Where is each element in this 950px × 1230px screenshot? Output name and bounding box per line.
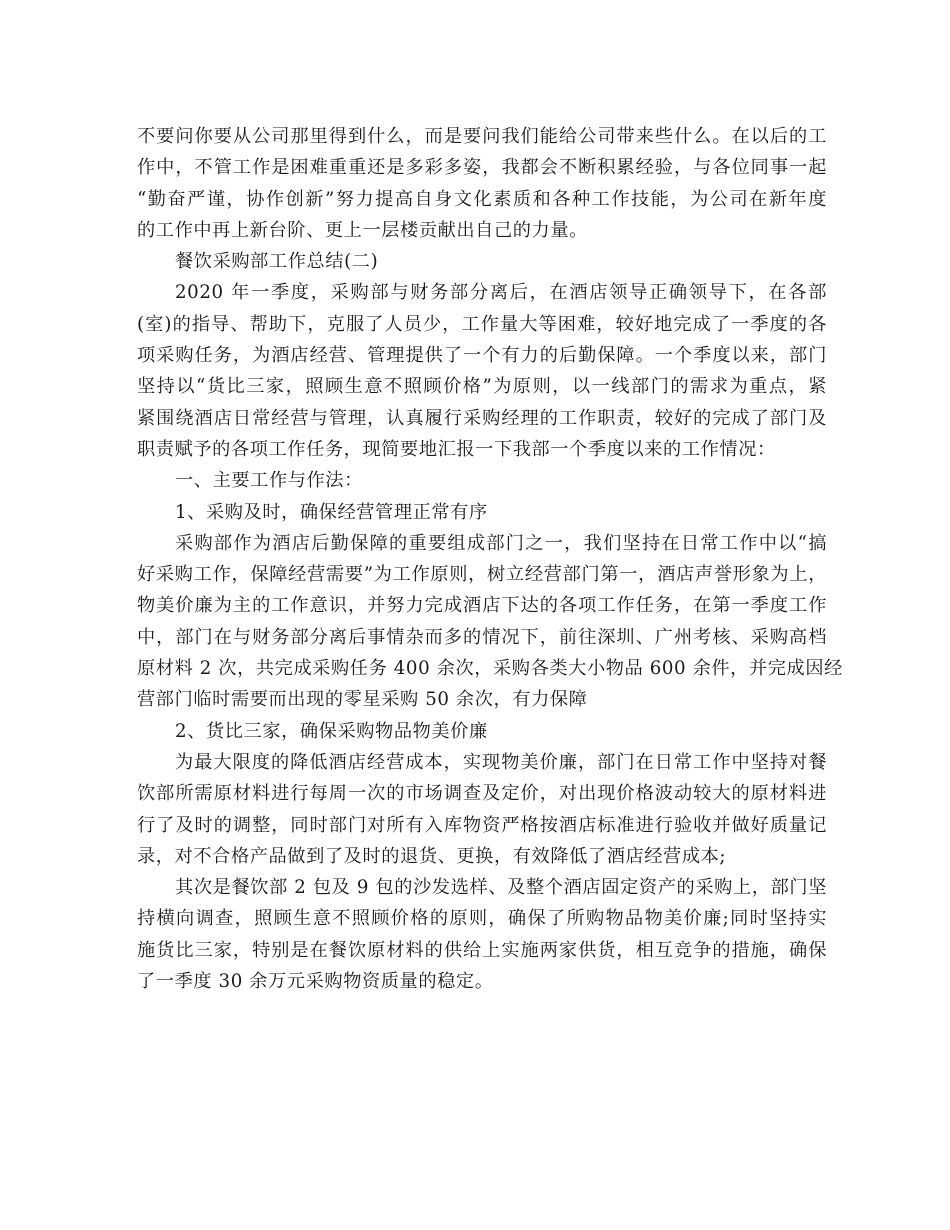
text-line: “勤奋严谨，协作创新”努力提高自身文化素质和各种工作技能，为公司在新年度: [137, 188, 827, 210]
subsection-heading: [137, 716, 827, 747]
text-line: 施货比三家，特别是在餐饮原材料的供给上实施两家供货，相互竞争的措施，确保: [137, 939, 827, 961]
text-line: 物美价廉为主的工作意识，并努力完成酒店下达的各项工作任务，在第一季度工作: [137, 595, 827, 617]
paragraph: [137, 528, 843, 716]
text-line: 职责赋予的各项工作任务，现简要地汇报一下我部一个季度以来的工作情况：: [137, 438, 776, 460]
text-line: 采购部作为酒店后勤保障的重要组成部门之一，我们坚持在日常工作中以“搞: [175, 532, 827, 554]
heading-text: 1、采购及时，确保经营管理正常有序: [175, 501, 488, 523]
text-line: (室)的指导、帮助下，克服了人员少，工作量大等困难，较好地完成了一季度的各: [137, 313, 827, 335]
text-line: 2020 年一季度，采购部与财务部分离后，在酒店领导正确领导下，在各部: [175, 282, 827, 304]
document-body: [137, 121, 843, 997]
text-line: 不要问你要从公司那里得到什么，而是要问我们能给公司带来些什么。在以后的工: [137, 126, 827, 147]
heading-text: 2、货比三家，确保采购物品物美价廉: [175, 720, 488, 742]
text-line: 项采购任务，为酒店经营、管理提供了一个有力的后勤保障。一个季度以来，部门: [137, 345, 827, 367]
section-heading: [137, 246, 827, 277]
text-line: 中，部门在与财务部分离后事情杂而多的情况下，前往深圳、广州考核、采购高档: [137, 626, 827, 648]
text-line: 其次是餐饮部 2 包及 9 包的沙发选样、及整个酒店固定资产的采购上，部门坚: [175, 877, 827, 899]
text-line: 营部门临时需要而出现的零星采购 50 余次，有力保障: [137, 689, 588, 711]
section-heading: [137, 465, 827, 496]
text-line: 的工作中再上新台阶、更上一层楼贡献出自己的力量。: [137, 219, 588, 241]
text-line: 饮部所需原材料进行每周一次的市场调查及定价，对出现价格波动较大的原材料进: [137, 783, 827, 805]
paragraph: [137, 277, 827, 465]
text-line: 录，对不合格产品做到了及时的退货、更换，有效降低了酒店经营成本;: [137, 845, 727, 867]
paragraph: [137, 747, 827, 872]
text-line: 行了及时的调整，同时部门对所有入库物资严格按酒店标准进行验收并做好质量记: [137, 814, 827, 836]
subsection-heading: [137, 497, 827, 528]
text-line: 持横向调查，照顾生意不照顾价格的原则，确保了所购物品物美价廉;同时坚持实: [137, 908, 827, 930]
heading-text: 一、主要工作与作法：: [175, 470, 363, 492]
heading-text: 餐饮采购部工作总结(二): [175, 251, 379, 273]
paragraph: [137, 121, 827, 246]
paragraph: [137, 872, 827, 997]
text-line: 原材料 2 次，共完成采购任务 400 余次，采购各类大小物品 600 余件，并完成因经: [137, 658, 843, 680]
text-line: 作中，不管工作是困难重重还是多彩多姿，我都会不断积累经验，与各位同事一起: [137, 157, 827, 179]
text-line: 紧围绕酒店日常经营与管理，认真履行采购经理的工作职责，较好的完成了部门及: [137, 407, 827, 429]
text-line: 坚持以“货比三家，照顾生意不照顾价格”为原则，以一线部门的需求为重点，紧: [137, 376, 827, 398]
text-line: 好采购工作，保障经营需要”为工作原则，树立经营部门第一，酒店声誉形象为上，: [137, 564, 827, 586]
text-line: 了一季度 30 余万元采购物资质量的稳定。: [137, 971, 494, 993]
text-line: 为最大限度的降低酒店经营成本，实现物美价廉，部门在日常工作中坚持对餐: [175, 751, 827, 773]
